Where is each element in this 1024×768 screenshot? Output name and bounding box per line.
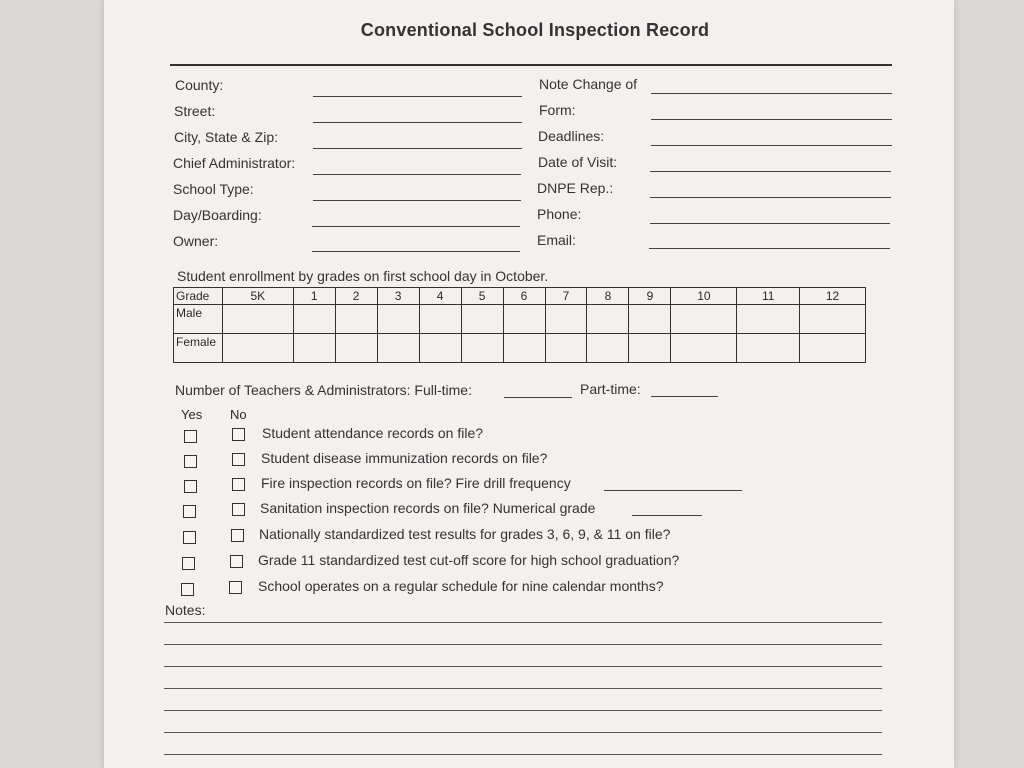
no-checkbox[interactable] [232, 428, 245, 441]
notes-line[interactable] [164, 732, 882, 733]
grade-5k-header: 5K [223, 288, 294, 305]
deadlines-line[interactable] [651, 145, 892, 146]
grade-11-cutoff-question: Grade 11 standardized test cut-off score for high school graduation? [258, 552, 680, 568]
yes-column-header: Yes [181, 407, 203, 422]
part-time-line[interactable] [651, 396, 718, 397]
enrollment-caption: Student enrollment by grades on first school day in October. [177, 268, 549, 284]
form-label: Form: [539, 102, 576, 118]
male-cell[interactable] [587, 305, 629, 334]
no-checkbox[interactable] [230, 555, 243, 568]
notes-line[interactable] [164, 644, 882, 645]
yes-checkbox[interactable] [184, 455, 197, 468]
female-cell[interactable] [461, 334, 503, 363]
county-label: County: [175, 77, 224, 93]
female-cell[interactable] [503, 334, 545, 363]
no-checkbox[interactable] [232, 453, 245, 466]
grade-11-header: 11 [737, 288, 800, 305]
city-state-zip-line[interactable] [313, 148, 522, 149]
male-cell[interactable] [461, 305, 503, 334]
male-cell[interactable] [503, 305, 545, 334]
notes-line[interactable] [164, 666, 882, 667]
female-row [174, 334, 866, 363]
male-label: Male [174, 305, 223, 334]
female-cell[interactable] [223, 334, 294, 363]
female-cell[interactable] [587, 334, 629, 363]
city-state-zip-label: City, State & Zip: [174, 129, 278, 145]
female-cell[interactable] [419, 334, 461, 363]
county-line[interactable] [313, 96, 522, 97]
dnpe-rep-label: DNPE Rep.: [537, 180, 614, 196]
female-cell[interactable] [800, 334, 866, 363]
female-cell[interactable] [377, 334, 419, 363]
no-checkbox[interactable] [231, 529, 244, 542]
enrollment-header-row [174, 288, 866, 305]
female-cell[interactable] [545, 334, 587, 363]
grade-8-header: 8 [587, 288, 629, 305]
notes-line[interactable] [164, 710, 882, 711]
grade-2-header: 2 [335, 288, 377, 305]
chief-administrator-line[interactable] [313, 174, 521, 175]
street-line[interactable] [313, 122, 522, 123]
deadlines-label: Deadlines: [538, 128, 605, 144]
grade-1-header: 1 [293, 288, 335, 305]
female-cell[interactable] [671, 334, 737, 363]
dnpe-rep-line[interactable] [650, 197, 891, 198]
no-column-header: No [230, 407, 247, 422]
email-label: Email: [537, 232, 576, 248]
male-cell[interactable] [223, 305, 294, 334]
grade-6-header: 6 [503, 288, 545, 305]
yes-checkbox[interactable] [183, 505, 196, 518]
female-label: Female [174, 334, 223, 363]
male-cell[interactable] [800, 305, 866, 334]
female-cell[interactable] [293, 334, 335, 363]
full-time-line[interactable] [504, 397, 572, 398]
school-type-line[interactable] [313, 200, 521, 201]
male-cell[interactable] [629, 305, 671, 334]
no-checkbox[interactable] [229, 581, 242, 594]
male-row [174, 305, 866, 334]
female-cell[interactable] [629, 334, 671, 363]
grade-7-header: 7 [545, 288, 587, 305]
phone-label: Phone: [537, 206, 582, 222]
male-cell[interactable] [419, 305, 461, 334]
male-cell[interactable] [671, 305, 737, 334]
day-boarding-label: Day/Boarding: [173, 207, 262, 223]
grade-12-header: 12 [800, 288, 866, 305]
owner-line[interactable] [312, 251, 520, 252]
grade-5-header: 5 [461, 288, 503, 305]
notes-line[interactable] [164, 754, 882, 755]
chief-administrator-label: Chief Administrator: [173, 155, 296, 171]
form-line[interactable] [651, 119, 892, 120]
email-line[interactable] [649, 248, 890, 249]
grade-10-header: 10 [671, 288, 737, 305]
part-time-label: Part-time: [580, 381, 641, 397]
yes-checkbox[interactable] [182, 557, 195, 570]
notes-line[interactable] [164, 622, 882, 623]
yes-checkbox[interactable] [184, 480, 197, 493]
date-of-visit-line[interactable] [650, 171, 891, 172]
no-checkbox[interactable] [232, 478, 245, 491]
form-title: Conventional School Inspection Record [360, 20, 710, 40]
school-type-label: School Type: [173, 181, 254, 197]
date-of-visit-label: Date of Visit: [538, 154, 618, 170]
yes-checkbox[interactable] [181, 583, 194, 596]
numerical-grade-line[interactable] [632, 515, 702, 516]
sanitation-question: Sanitation inspection records on file? Numerical grade [260, 500, 596, 516]
title-divider [170, 64, 892, 66]
female-cell[interactable] [335, 334, 377, 363]
note-change-line[interactable] [651, 93, 892, 94]
yes-checkbox[interactable] [184, 430, 197, 443]
immunization-question: Student disease immunization records on file? [261, 450, 548, 466]
grade-header: Grade [174, 288, 223, 305]
female-cell[interactable] [737, 334, 800, 363]
phone-line[interactable] [650, 223, 890, 224]
teachers-full-time-label: Number of Teachers & Administrators: Full-time: [175, 382, 472, 398]
owner-label: Owner: [173, 233, 219, 249]
male-cell[interactable] [335, 305, 377, 334]
street-label: Street: [174, 103, 216, 119]
note-change-label: Note Change of [539, 76, 638, 92]
fire-inspection-question: Fire inspection records on file? Fire drill frequency [261, 475, 571, 491]
notes-label: Notes: [165, 602, 206, 618]
male-cell[interactable] [545, 305, 587, 334]
grade-9-header: 9 [629, 288, 671, 305]
attendance-question: Student attendance records on file? [262, 425, 484, 441]
standardized-tests-question: Nationally standardized test results for grades 3, 6, 9, & 11 on file? [259, 526, 671, 542]
yes-checkbox[interactable] [183, 531, 196, 544]
male-cell[interactable] [737, 305, 800, 334]
grade-3-header: 3 [377, 288, 419, 305]
day-boarding-line[interactable] [312, 226, 520, 227]
notes-line[interactable] [164, 688, 882, 689]
no-checkbox[interactable] [232, 503, 245, 516]
fire-drill-frequency-line[interactable] [604, 490, 742, 491]
male-cell[interactable] [377, 305, 419, 334]
enrollment-table [173, 287, 866, 363]
grade-4-header: 4 [419, 288, 461, 305]
regular-schedule-question: School operates on a regular schedule for nine calendar months? [258, 578, 664, 594]
male-cell[interactable] [293, 305, 335, 334]
